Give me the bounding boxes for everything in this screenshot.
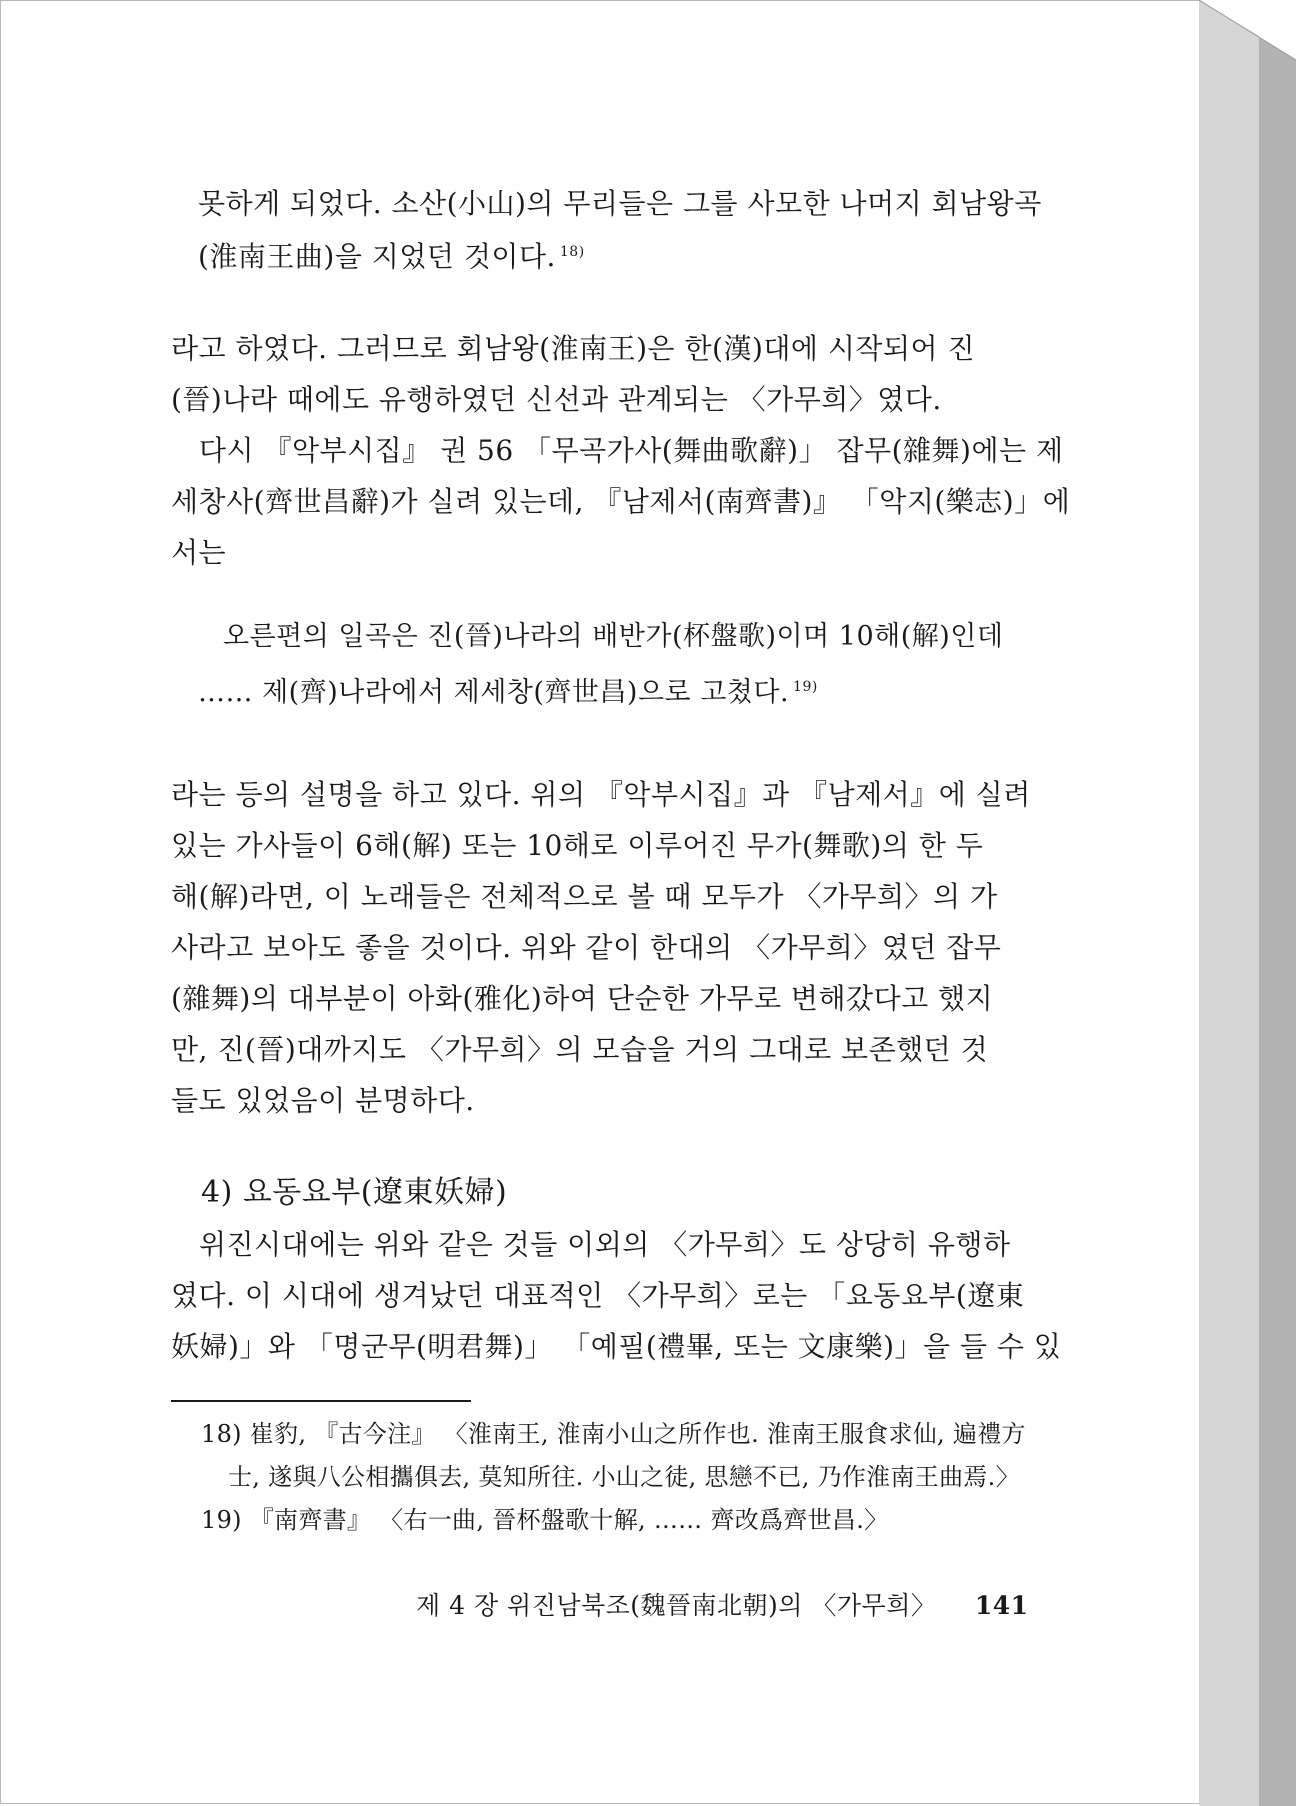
running-footer [416, 1586, 1029, 1626]
footnote-line: 19) 『南齊書』 〈右一曲, 晉杯盤歌十解, …… 齊改爲齊世昌.〉 [201, 1506, 889, 1534]
footnotes [201, 1413, 1026, 1542]
footnote-line: 士, 遂與八公相攜俱去, 莫知所往. 小山之徒, 思戀不已, 乃作淮南王曲焉.〉 [228, 1463, 1020, 1491]
quote-line: 못하게 되었다. 소산(小山)의 무리들은 그를 사모한 나머지 회남왕곡 [198, 187, 1042, 220]
page-edge-graphic [1199, 0, 1296, 1806]
footnote-divider [171, 1400, 471, 1402]
paragraph-line: (晉)나라 때에도 유행하였던 신선과 관계되는 〈가무희〉였다. [171, 383, 942, 416]
quote-line-text: (淮南王曲)을 지었던 것이다. [198, 240, 556, 273]
paragraph-line: 세창사(齊世昌辭)가 실려 있는데, 『남제서(南齊書)』 「악지(樂志)」에 [171, 485, 1071, 518]
paragraph-line: 서는 [171, 536, 227, 569]
footnote-ref-19[interactable]: 19) [793, 679, 818, 695]
page-edge-front [1199, 0, 1259, 1806]
paragraph-line: (雜舞)의 대부분이 아화(雅化)하여 단순한 가무로 변해갔다고 했지 [171, 982, 994, 1015]
block-quote-1 [198, 179, 1042, 281]
paragraph-line: 妖婦)」와 「명군무(明君舞)」 「예필(禮畢, 또는 文康樂)」을 들 수 있 [171, 1330, 1062, 1363]
quote-line [198, 662, 1013, 718]
footnote-line: 18) 崔豹, 『古今注』 〈淮南王, 淮南小山之所作也. 淮南王服食求仙, 遍禮方 [201, 1420, 1026, 1448]
quote-line-text: …… 제(齊)나라에서 제세창(齊世昌)으로 고쳤다. [198, 677, 790, 708]
paragraph-3 [171, 1219, 1062, 1372]
block-quote-2 [198, 612, 1013, 718]
footnote-18 [201, 1413, 1026, 1499]
paragraph-line: 들도 있었음이 분명하다. [171, 1084, 475, 1117]
quote-line: 오른편의 일곡은 진(晉)나라의 배반가(杯盤歌)이며 10해(解)인데 [223, 621, 1004, 652]
paragraph-line: 사라고 보아도 좋을 것이다. 위와 같이 한대의 〈가무희〉였던 잡무 [171, 931, 1002, 964]
quote-line [198, 228, 1014, 281]
paragraph-1 [171, 323, 1071, 578]
paragraph-line: 라고 하였다. 그러므로 회남왕(淮南王)은 한(漢)대에 시작되어 진 [171, 332, 976, 365]
footnote-ref-18[interactable]: 18) [559, 244, 585, 260]
paragraph-line: 라는 등의 설명을 하고 있다. 위의 『악부시집』과 『남제서』에 실려 [171, 778, 1031, 811]
chapter-title: 제 4 장 위진남북조(魏晉南北朝)의 〈가무희〉 [416, 1591, 937, 1620]
paragraph-line: 다시 『악부시집』 권 56 「무곡가사(舞曲歌辭)」 잡무(雜舞)에는 제 [199, 434, 1064, 467]
page-number: 141 [974, 1591, 1029, 1620]
paragraph-line: 만, 진(晉)대까지도 〈가무희〉의 모습을 거의 그대로 보존했던 것 [171, 1033, 989, 1066]
footnote-19 [201, 1499, 1017, 1542]
paragraph-line: 있는 가사들이 6해(解) 또는 10해로 이루어진 무가(舞歌)의 한 두 [171, 829, 984, 862]
page-stack-edge [1199, 0, 1296, 1806]
section-heading: 4) 요동요부(遼東妖婦) [201, 1175, 508, 1210]
paragraph-line: 위진시대에는 위와 같은 것들 이외의 〈가무희〉도 상당히 유행하 [199, 1228, 1011, 1261]
paragraph-2 [171, 769, 1031, 1126]
paragraph-line: 해(解)라면, 이 노래들은 전체적으로 볼 때 모두가 〈가무희〉의 가 [171, 880, 998, 913]
paragraph-line: 였다. 이 시대에 생겨났던 대표적인 〈가무희〉로는 「요동요부(遼東 [171, 1279, 1025, 1312]
